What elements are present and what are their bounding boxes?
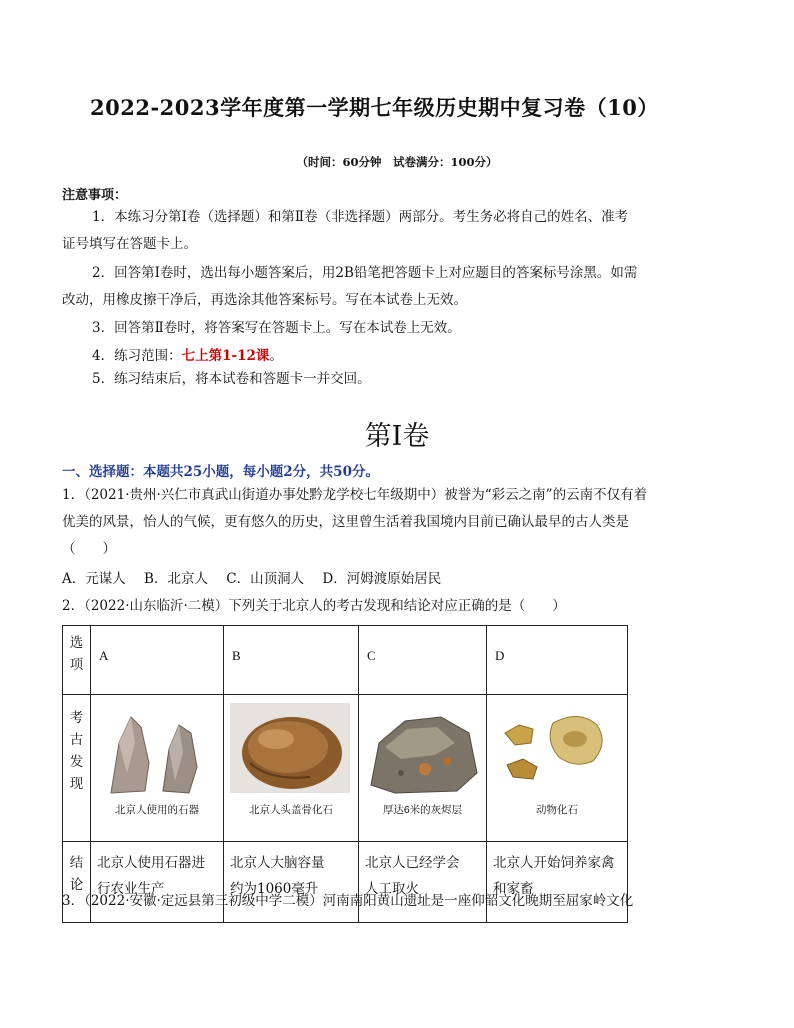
note-4: [92, 345, 692, 368]
animal-fossils-image: [493, 703, 621, 803]
row-label-char: 结: [69, 855, 84, 871]
q2-stem: 2．（2022·山东临沂·二模）下列关于北京人的考古发现和结论对应正确的是（ ）: [62, 598, 566, 614]
q2-table: [62, 625, 628, 923]
note-2-line-2: 改动，用橡皮擦干净后，再选涂其他答案标号。写在本试卷上无效。: [62, 292, 467, 308]
section-title: 第Ⅰ卷: [364, 421, 430, 452]
conclusion-text: 行农业生产: [97, 881, 165, 897]
option-letter: D: [495, 648, 505, 663]
caption-b: 北京人头盖骨化石: [249, 804, 333, 816]
q1-option-d: D．河姆渡原始居民: [322, 571, 442, 587]
option-letter: B: [232, 648, 241, 663]
col-header-b: [224, 626, 359, 695]
section-heading: 一、选择题：本题共25小题，每小题2分，共50分。: [62, 464, 379, 480]
row-label-char: 古: [69, 732, 84, 748]
discovery-cell-c: [359, 695, 487, 842]
q1-blank: （ ）: [62, 541, 116, 557]
caption-d: 动物化石: [536, 804, 578, 816]
discovery-cell-b: [224, 695, 359, 842]
q1-options: [62, 567, 455, 587]
exam-time-and-score: （时间：60分钟 试卷满分：100分）: [296, 155, 498, 169]
q3-line-1: 3．（2022·安徽·定远县第三初级中学二模）河南南阳黄山遗址是一座仰韶文化晚期至屈家岭文化: [62, 893, 634, 909]
conclusion-text: 北京人使用石器进: [97, 855, 205, 871]
conclusion-text: 约为1060毫升: [230, 881, 319, 897]
row-label-char: 选: [69, 635, 84, 651]
figure-stone-tools: [91, 695, 223, 829]
note-4-range: 七上第1-12课: [181, 348, 270, 364]
figure-animal-fossils: [487, 695, 627, 829]
row-label-char: 项: [69, 657, 84, 673]
note-4-prefix: 4．练习范围：: [92, 348, 182, 364]
skull-fossil-image: [230, 703, 352, 803]
q1-line-1: 1．（2021·贵州·兴仁市真武山街道办事处黔龙学校七年级期中）被誉为“彩云之南”的云南不仅有着: [62, 487, 648, 503]
conclusion-text: 北京人已经学会: [365, 855, 460, 871]
row-label-char: 发: [69, 754, 84, 770]
row-label-discovery: [63, 695, 91, 842]
figure-ash-layer: [359, 695, 486, 829]
caption-a: 北京人使用的石器: [115, 804, 199, 816]
note-5: 5．练习结束后，将本试卷和答题卡一并交回。: [92, 371, 371, 387]
col-header-c: [359, 626, 487, 695]
conclusion-text: 和家畜: [493, 881, 534, 897]
option-letter: A: [99, 648, 109, 663]
col-header-d: [487, 626, 628, 695]
note-1-line-1: 1．本练习分第Ⅰ卷（选择题）和第Ⅱ卷（非选择题）两部分。考生务必将自己的姓名、准考: [92, 209, 629, 225]
note-4-suffix: 。: [269, 348, 283, 364]
discovery-cell-d: [487, 695, 628, 842]
q1-option-c: C．山顶洞人: [226, 571, 305, 587]
notes-heading: 注意事项：: [62, 188, 128, 203]
caption-c: 厚达6米的灰烬层: [382, 804, 463, 816]
col-header-a: [91, 626, 224, 695]
conclusion-text: 北京人大脑容量: [230, 855, 325, 871]
note-1-line-2: 证号填写在答题卡上。: [62, 236, 197, 252]
conclusion-text: 人工取火: [365, 881, 419, 897]
q1-option-a: A．元谋人: [62, 571, 126, 587]
page-title: 2022-2023学年度第一学期七年级历史期中复习卷（10）: [90, 95, 659, 120]
q1-line-2: 优美的风景，怡人的气候，更有悠久的历史，这里曾生活着我国境内目前已确认最早的古人类是: [62, 514, 629, 530]
row-label-char: 现: [69, 776, 84, 792]
conclusion-text: 北京人开始饲养家禽: [493, 855, 615, 871]
discovery-cell-a: [91, 695, 224, 842]
ash-layer-image: [365, 703, 481, 803]
option-letter: C: [367, 648, 376, 663]
row-label-char: 论: [69, 877, 84, 893]
row-label-char: 考: [69, 710, 84, 726]
q1-option-b: B．北京人: [144, 571, 208, 587]
row-label-option: [63, 626, 91, 695]
note-2-line-1: 2．回答第Ⅰ卷时，选出每小题答案后，用2B铅笔把答题卡上对应题目的答案标号涂黑。如需: [92, 265, 638, 281]
note-3: 3．回答第Ⅱ卷时，将答案写在答题卡上。写在本试卷上无效。: [92, 320, 461, 336]
stone-tools-image: [97, 703, 217, 803]
figure-skull-fossil: [224, 695, 358, 829]
